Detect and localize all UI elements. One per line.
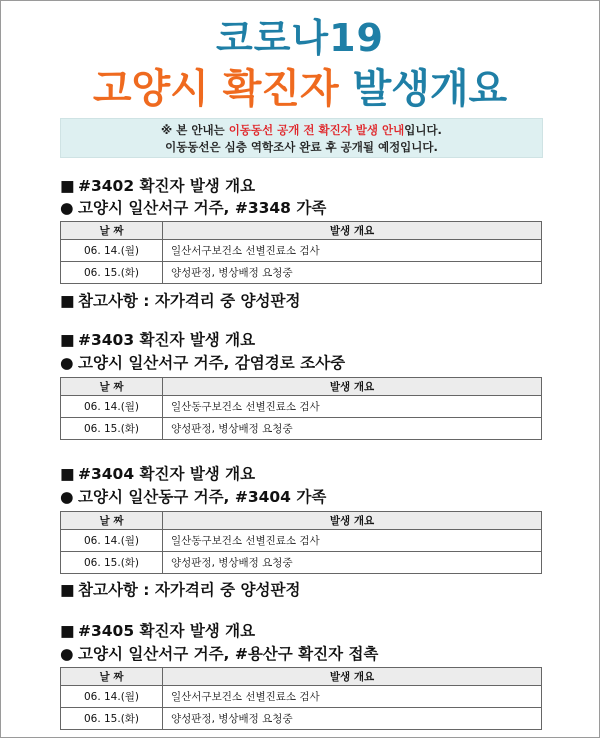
header-date: 날 짜 [61,378,163,396]
square-bullet-icon: ■ [60,622,75,640]
title-city-part: 고양시 확진자 [92,66,339,112]
header-event: 발생 개요 [163,668,542,686]
header-date: 날 짜 [61,512,163,530]
table-row: 06. 14.(월) 일산동구보건소 선별진료소 검사 [61,396,542,418]
case-3402-note: ■ 참고사항 : 자가격리 중 양성판정 [60,292,301,310]
table-row: 06. 15.(화) 양성판정, 병상배정 요청중 [61,262,542,284]
notice-line1: ※ 본 안내는 이동동선 공개 전 확진자 발생 안내입니다. [161,123,442,137]
case-3403-subtitle: ● 고양시 일산서구 거주, 감염경로 조사중 [60,354,346,372]
case-3405-subtitle: ● 고양시 일산서구 거주, #용산구 확진자 접촉 [60,645,379,663]
circle-bullet-icon: ● [60,488,74,506]
table-row: 06. 15.(화) 양성판정, 병상배정 요청중 [61,708,542,730]
title-goyang-cases [0,62,600,116]
title-covid19: 코로나19 [215,16,384,60]
case-3402-title: ■ #3402 확진자 발생 개요 [60,177,256,195]
case-3404-title: ■ #3404 확진자 발생 개요 [60,465,256,483]
header-event: 발생 개요 [163,378,542,396]
circle-bullet-icon: ● [60,645,74,663]
header-event: 발생 개요 [163,512,542,530]
square-bullet-icon: ■ [60,465,75,483]
header-event: 발생 개요 [163,222,542,240]
header-date: 날 짜 [61,222,163,240]
circle-bullet-icon: ● [60,199,74,217]
header-date: 날 짜 [61,668,163,686]
case-3405-table [60,667,542,730]
notice-line2: 이동동선은 심층 역학조사 완료 후 공개될 예정입니다. [165,140,438,154]
table-row: 06. 14.(월) 일산동구보건소 선별진료소 검사 [61,530,542,552]
square-bullet-icon: ■ [60,292,75,310]
case-3404-table [60,511,542,574]
table-row: 06. 14.(월) 일산서구보건소 선별진료소 검사 [61,240,542,262]
case-3403-title: ■ #3403 확진자 발생 개요 [60,331,256,349]
table-header-row [61,378,542,396]
notice-highlight: 이동동선 공개 전 확진자 발생 안내 [228,123,405,137]
case-3402-subtitle: ● 고양시 일산서구 거주, #3348 가족 [60,199,327,217]
table-row: 06. 15.(화) 양성판정, 병상배정 요청중 [61,418,542,440]
table-header-row [61,222,542,240]
table-header-row [61,668,542,686]
table-header-row [61,512,542,530]
case-3404-note: ■ 참고사항 : 자가격리 중 양성판정 [60,581,301,599]
title-overview-part: 발생개요 [352,66,508,112]
circle-bullet-icon: ● [60,354,74,372]
square-bullet-icon: ■ [60,177,75,195]
case-3403-table [60,377,542,440]
square-bullet-icon: ■ [60,581,75,599]
case-3404-subtitle: ● 고양시 일산동구 거주, #3404 가족 [60,488,327,506]
square-bullet-icon: ■ [60,331,75,349]
table-row: 06. 15.(화) 양성판정, 병상배정 요청중 [61,552,542,574]
case-3405-title: ■ #3405 확진자 발생 개요 [60,622,256,640]
table-row: 06. 14.(월) 일산서구보건소 선별진료소 검사 [61,686,542,708]
notice-box [60,118,543,158]
case-3402-table [60,221,542,284]
